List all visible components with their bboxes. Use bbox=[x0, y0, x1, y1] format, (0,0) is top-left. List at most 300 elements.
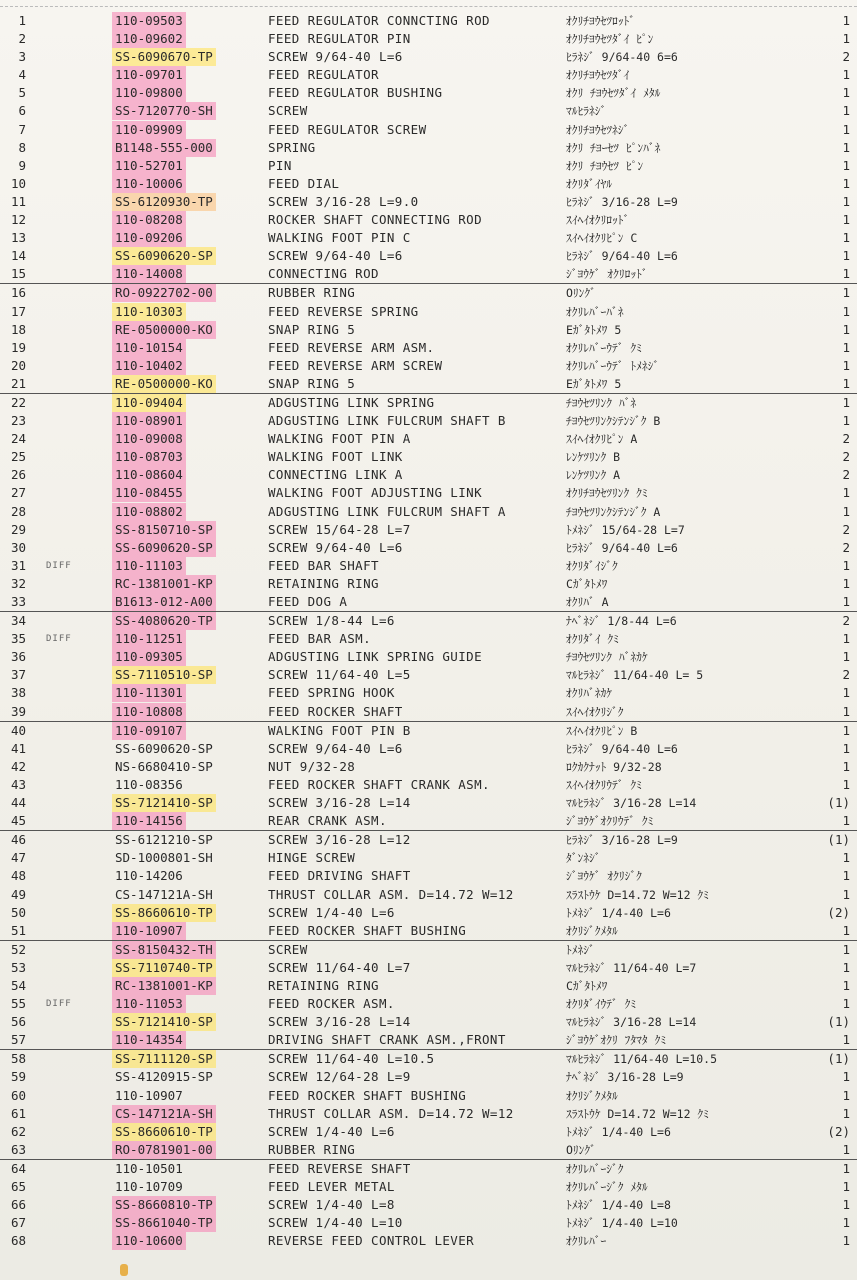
part-description: WALKING FOOT PIN C bbox=[268, 230, 411, 246]
part-description: SCREW 12/64-28 L=9 bbox=[268, 1069, 411, 1085]
table-row bbox=[0, 794, 857, 812]
quantity: (1) bbox=[827, 1051, 850, 1067]
part-description-katakana: ｼﾞﾖｳｹﾞ ｵｸﾘｼﾞｸ bbox=[566, 869, 642, 884]
item-number: 42 bbox=[10, 758, 26, 774]
part-description: REVERSE FEED CONTROL LEVER bbox=[268, 1233, 475, 1249]
item-number: 41 bbox=[10, 740, 26, 756]
table-row bbox=[0, 1178, 857, 1196]
part-description-katakana: ｵｸﾘﾚﾊﾞｰ bbox=[566, 1234, 607, 1249]
item-number: 64 bbox=[10, 1160, 26, 1176]
part-description-katakana: ﾁﾖｳｾﾂﾘﾝｸｼﾃﾝｼﾞｸ A bbox=[566, 504, 661, 519]
part-description-katakana: ﾏﾙﾋﾗﾈｼﾞ 11/64-40 L=10.5 bbox=[566, 1052, 718, 1067]
item-number: 38 bbox=[10, 685, 26, 701]
part-description-katakana: ｼﾞﾖｳｹﾞｵｸﾘｳﾃﾞ ｸﾐ bbox=[566, 814, 654, 829]
table-row bbox=[0, 831, 857, 849]
part-description: SCREW 1/4-40 L=10 bbox=[268, 1215, 403, 1231]
diff-note: DIFF bbox=[46, 560, 72, 571]
table-row bbox=[0, 1068, 857, 1086]
item-number: 28 bbox=[10, 503, 26, 519]
table-row bbox=[0, 430, 857, 448]
part-description-katakana: ｵｸﾘﾚﾊﾞｰﾊﾞﾈ bbox=[566, 304, 624, 319]
part-number: SS-8660810-TP bbox=[112, 1196, 216, 1214]
part-number: 110-08901 bbox=[112, 412, 186, 430]
item-number: 6 bbox=[18, 103, 26, 119]
part-number: CS-147121A-SH bbox=[112, 1105, 216, 1123]
part-description-katakana: ｵｸﾘｼﾞｸﾒﾀﾙ bbox=[566, 1088, 618, 1103]
part-description: FEED ROCKER SHAFT bbox=[268, 703, 403, 719]
item-number: 21 bbox=[10, 375, 26, 391]
part-description: SCREW 11/64-40 L=5 bbox=[268, 667, 411, 683]
part-description: WALKING FOOT PIN A bbox=[268, 431, 411, 447]
table-row bbox=[0, 484, 857, 502]
table-row bbox=[0, 1232, 857, 1250]
part-description: WALKING FOOT PIN B bbox=[268, 722, 411, 738]
table-row bbox=[0, 48, 857, 66]
part-description-katakana: ﾅﾍﾞﾈｼﾞ 1/8-44 L=6 bbox=[566, 614, 677, 629]
parts-table bbox=[0, 12, 857, 1250]
part-description-katakana: Eｶﾞﾀﾄﾒﾜ 5 bbox=[566, 376, 622, 391]
part-description-katakana: ｵｸﾘﾀﾞｲﾔﾙ bbox=[566, 176, 612, 191]
part-description-katakana: ﾄﾒﾈｼﾞ 1/4-40 L=6 bbox=[566, 1124, 671, 1139]
part-description: SCREW 9/64-40 L=6 bbox=[268, 248, 403, 264]
part-description-katakana: ﾁﾖｳｾﾂﾘﾝｸｼﾃﾝｼﾞｸ B bbox=[566, 414, 661, 429]
part-description-katakana: ｽｲﾍｲｵｸﾘﾋﾟﾝ C bbox=[566, 231, 638, 246]
part-description: FEED REVERSE SPRING bbox=[268, 303, 419, 319]
part-description-katakana: ｽｲﾍｲｵｸﾘｼﾞｸ bbox=[566, 704, 624, 719]
table-row bbox=[0, 684, 857, 702]
table-row bbox=[0, 375, 857, 394]
part-number: RE-0500000-KO bbox=[112, 321, 216, 339]
item-number: 45 bbox=[10, 813, 26, 829]
item-number: 46 bbox=[10, 832, 26, 848]
item-number: 39 bbox=[10, 703, 26, 719]
quantity: 1 bbox=[842, 175, 850, 191]
item-number: 12 bbox=[10, 212, 26, 228]
quantity: 1 bbox=[842, 248, 850, 264]
part-description: FEED ROCKER SHAFT BUSHING bbox=[268, 922, 467, 938]
table-row bbox=[0, 648, 857, 666]
part-number: 110-10154 bbox=[112, 339, 186, 357]
item-number: 14 bbox=[10, 248, 26, 264]
item-number: 13 bbox=[10, 230, 26, 246]
quantity: 1 bbox=[842, 121, 850, 137]
quantity: 1 bbox=[842, 375, 850, 391]
part-description-katakana: ｼﾞﾖｳｹﾞ ｵｸﾘﾛｯﾄﾞ bbox=[566, 267, 648, 282]
item-number: 29 bbox=[10, 521, 26, 537]
part-description-katakana: ﾋﾗﾈｼﾞ 3/16-28 L=9 bbox=[566, 833, 678, 848]
part-number: 110-10402 bbox=[112, 357, 186, 375]
part-description-katakana: Oﾘﾝｸﾞ bbox=[566, 1142, 596, 1157]
table-row bbox=[0, 1087, 857, 1105]
part-description-katakana: ｵｸﾘﾊﾞﾈｶｹ bbox=[566, 686, 612, 701]
table-row bbox=[0, 886, 857, 904]
part-description: FEED REGULATOR BUSHING bbox=[268, 85, 443, 101]
part-description-katakana: ｵｸﾘﾀﾞｲ ｸﾐ bbox=[566, 632, 619, 647]
part-description-katakana: ﾄﾒﾈｼﾞ 15/64-28 L=7 bbox=[566, 522, 685, 537]
part-description: ADGUSTING LINK SPRING GUIDE bbox=[268, 649, 482, 665]
part-description: FEED REGULATOR SCREW bbox=[268, 121, 427, 137]
table-row bbox=[0, 503, 857, 521]
item-number: 20 bbox=[10, 357, 26, 373]
part-description: SCREW 9/64-40 L=6 bbox=[268, 49, 403, 65]
item-number: 22 bbox=[10, 394, 26, 410]
item-number: 23 bbox=[10, 413, 26, 429]
part-number: 110-10808 bbox=[112, 703, 186, 721]
table-row bbox=[0, 284, 857, 302]
part-number: 110-09206 bbox=[112, 229, 186, 247]
part-description: THRUST COLLAR ASM. D=14.72 W=12 bbox=[268, 886, 514, 902]
part-description-katakana: ｵｸﾘﾁﾖｳｾﾂﾛｯﾄﾞ bbox=[566, 14, 635, 28]
part-description-katakana: ﾏﾙﾋﾗﾈｼﾞ 3/16-28 L=14 bbox=[566, 796, 697, 811]
table-row bbox=[0, 521, 857, 539]
table-row bbox=[0, 977, 857, 995]
table-row bbox=[0, 740, 857, 758]
part-description: SCREW bbox=[268, 941, 308, 957]
quantity: 2 bbox=[842, 467, 850, 483]
quantity: 1 bbox=[842, 1160, 850, 1176]
quantity: (2) bbox=[827, 1123, 850, 1139]
quantity: 1 bbox=[842, 868, 850, 884]
quantity: 1 bbox=[842, 67, 850, 83]
quantity: 1 bbox=[842, 776, 850, 792]
part-number: SS-6090670-TP bbox=[112, 48, 216, 66]
part-description: SCREW 15/64-28 L=7 bbox=[268, 521, 411, 537]
table-row bbox=[0, 121, 857, 139]
part-number: RO-0781901-00 bbox=[112, 1141, 216, 1159]
item-number: 3 bbox=[18, 49, 26, 65]
quantity: 1 bbox=[842, 1141, 850, 1157]
part-description: FEED ROCKER ASM. bbox=[268, 996, 395, 1012]
part-description: HINGE SCREW bbox=[268, 850, 356, 866]
part-number: SS-7110510-SP bbox=[112, 666, 216, 684]
part-description: ADGUSTING LINK FULCRUM SHAFT A bbox=[268, 503, 506, 519]
part-description-katakana: Oﾘﾝｸﾞ bbox=[566, 286, 596, 301]
table-row bbox=[0, 412, 857, 430]
part-number: NS-6680410-SP bbox=[115, 758, 213, 774]
table-row bbox=[0, 666, 857, 684]
part-description-katakana: ﾋﾗﾈｼﾞ 9/64-40 L=6 bbox=[566, 249, 678, 264]
part-description: SCREW 1/4-40 L=6 bbox=[268, 904, 395, 920]
quantity: 1 bbox=[842, 303, 850, 319]
quantity: (1) bbox=[827, 832, 850, 848]
part-number: RC-1381001-KP bbox=[112, 977, 216, 995]
table-row bbox=[0, 722, 857, 740]
item-number: 50 bbox=[10, 904, 26, 920]
item-number: 53 bbox=[10, 959, 26, 975]
part-description-katakana: ｵｸﾘﾁﾖｳｾﾂﾘﾝｸ ｸﾐ bbox=[566, 486, 648, 501]
quantity: 2 bbox=[842, 449, 850, 465]
table-row bbox=[0, 30, 857, 48]
quantity: 1 bbox=[842, 1179, 850, 1194]
part-description: CONNECTING LINK A bbox=[268, 467, 403, 483]
table-row bbox=[0, 321, 857, 339]
part-number: SS-8150710-SP bbox=[112, 521, 216, 539]
part-number: RC-1381001-KP bbox=[112, 575, 216, 593]
table-row bbox=[0, 1050, 857, 1068]
part-description-katakana: ｵｸﾘﾚﾊﾞｰｳﾃﾞ ﾄﾒﾈｼﾞ bbox=[566, 358, 660, 373]
table-row bbox=[0, 193, 857, 211]
quantity: 2 bbox=[842, 49, 850, 65]
part-number: SS-6090620-SP bbox=[112, 247, 216, 265]
part-description: SCREW 3/16-28 L=14 bbox=[268, 795, 411, 811]
part-number: 110-10303 bbox=[112, 303, 186, 321]
quantity: 1 bbox=[842, 1087, 850, 1103]
part-number: 110-11301 bbox=[112, 684, 186, 702]
quantity: 1 bbox=[842, 813, 850, 829]
item-number: 4 bbox=[18, 67, 26, 83]
part-description: FEED REGULATOR bbox=[268, 67, 379, 83]
part-number: 110-09008 bbox=[112, 430, 186, 448]
quantity: 1 bbox=[842, 1197, 850, 1213]
quantity: (1) bbox=[827, 795, 850, 811]
part-description: FEED LEVER METAL bbox=[268, 1179, 395, 1194]
part-number: 110-11053 bbox=[112, 995, 186, 1013]
part-description: FEED REGULATOR CONNCTING ROD bbox=[268, 13, 490, 28]
table-row bbox=[0, 593, 857, 612]
part-description-katakana: ｵｸﾘﾁﾖｳｾﾂﾀﾞｲ bbox=[566, 68, 630, 83]
part-description: SCREW bbox=[268, 103, 308, 119]
item-number: 49 bbox=[10, 886, 26, 902]
part-description: FEED DOG A bbox=[268, 594, 348, 609]
part-description-katakana: ｽｲﾍｲｵｸﾘﾛｯﾄﾞ bbox=[566, 213, 630, 228]
table-row bbox=[0, 959, 857, 977]
quantity: 1 bbox=[842, 740, 850, 756]
part-description-katakana: Eｶﾞﾀﾄﾒﾜ 5 bbox=[566, 322, 622, 337]
part-description-katakana: ｽﾗｽﾄｳｹ D=14.72 W=12 ｸﾐ bbox=[566, 1106, 709, 1121]
item-number: 34 bbox=[10, 613, 26, 629]
part-description-katakana: ﾏﾙﾋﾗﾈｼﾞ bbox=[566, 104, 607, 119]
part-number: B1613-012-A00 bbox=[112, 593, 216, 611]
part-description-katakana: ﾄﾒﾈｼﾞ 1/4-40 L=6 bbox=[566, 905, 671, 920]
quantity: (2) bbox=[827, 904, 850, 920]
item-number: 9 bbox=[18, 157, 26, 173]
item-number: 2 bbox=[18, 31, 26, 47]
part-description: SCREW 1/8-44 L=6 bbox=[268, 613, 395, 629]
quantity: 2 bbox=[842, 613, 850, 629]
part-description-katakana: ﾛｸｶｸﾅｯﾄ 9/32-28 bbox=[566, 759, 662, 774]
table-row bbox=[0, 849, 857, 867]
part-description: PIN bbox=[268, 157, 292, 173]
item-number: 54 bbox=[10, 977, 26, 993]
part-description-katakana: ｵｸﾘｼﾞｸﾒﾀﾙ bbox=[566, 923, 618, 938]
part-description-katakana: ﾅﾍﾞﾈｼﾞ 3/16-28 L=9 bbox=[566, 1070, 684, 1085]
item-number: 66 bbox=[10, 1197, 26, 1213]
item-number: 63 bbox=[10, 1141, 26, 1157]
table-row bbox=[0, 995, 857, 1013]
part-description-katakana: ｽｲﾍｲｵｸﾘｳﾃﾞ ｸﾐ bbox=[566, 777, 642, 792]
part-number: SS-8660610-TP bbox=[112, 1123, 216, 1141]
quantity: 1 bbox=[842, 575, 850, 591]
part-number: 110-09602 bbox=[112, 30, 186, 48]
part-number: SS-7120770-SH bbox=[112, 102, 216, 120]
table-row bbox=[0, 139, 857, 157]
part-number: 110-09701 bbox=[112, 66, 186, 84]
part-description: SPRING bbox=[268, 139, 316, 155]
quantity: 1 bbox=[842, 722, 850, 738]
item-number: 11 bbox=[10, 193, 26, 209]
part-number: 110-14206 bbox=[115, 868, 183, 884]
quantity: 2 bbox=[842, 539, 850, 555]
part-number: 110-09909 bbox=[112, 121, 186, 139]
part-description: SCREW 11/64-40 L=10.5 bbox=[268, 1051, 435, 1067]
part-description: FEED REVERSE SHAFT bbox=[268, 1160, 411, 1176]
quantity: 1 bbox=[842, 557, 850, 573]
table-row bbox=[0, 575, 857, 593]
quantity: 2 bbox=[842, 521, 850, 537]
part-number: 110-08356 bbox=[115, 776, 183, 792]
table-row bbox=[0, 1160, 857, 1178]
quantity: 1 bbox=[842, 850, 850, 866]
part-description-katakana: ﾚﾝｹﾂﾘﾝｸ B bbox=[566, 450, 621, 465]
part-description: RUBBER RING bbox=[268, 1141, 356, 1157]
part-number: 110-14156 bbox=[112, 812, 186, 830]
item-number: 36 bbox=[10, 649, 26, 665]
part-number: SS-6090620-SP bbox=[115, 740, 213, 756]
table-row bbox=[0, 102, 857, 120]
part-description: SCREW 3/16-28 L=9.0 bbox=[268, 193, 419, 209]
item-number: 16 bbox=[10, 285, 26, 301]
item-number: 7 bbox=[18, 121, 26, 137]
item-number: 15 bbox=[10, 266, 26, 282]
part-description-katakana: ｵｸﾘﾚﾊﾞｰｼﾞｸ ﾒﾀﾙ bbox=[566, 1180, 648, 1194]
part-number: 110-10006 bbox=[112, 175, 186, 193]
table-row bbox=[0, 904, 857, 922]
item-number: 68 bbox=[10, 1233, 26, 1249]
table-row bbox=[0, 1031, 857, 1050]
item-number: 57 bbox=[10, 1032, 26, 1048]
item-number: 31 bbox=[10, 557, 26, 573]
part-description-katakana: ｼﾞﾖｳｹﾞｵｸﾘ ﾌﾀﾏﾀ ｸﾐ bbox=[566, 1033, 667, 1048]
item-number: 62 bbox=[10, 1123, 26, 1139]
part-description: RETAINING RING bbox=[268, 977, 379, 993]
part-description-katakana: ｵｸﾘﾀﾞｲｼﾞｸ bbox=[566, 558, 618, 573]
item-number: 44 bbox=[10, 795, 26, 811]
quantity: 1 bbox=[842, 157, 850, 173]
part-description-katakana: ｵｸﾘ ﾁﾖｳｾﾂﾀﾞｲ ﾒﾀﾙ bbox=[566, 86, 661, 101]
part-description-katakana: ﾋﾗﾈｼﾞ 3/16-28 L=9 bbox=[566, 194, 678, 209]
table-row bbox=[0, 867, 857, 885]
table-row bbox=[0, 557, 857, 575]
part-number: 110-10501 bbox=[115, 1160, 183, 1176]
part-description-katakana: ﾀﾞﾝﾈｼﾞ bbox=[566, 851, 601, 866]
item-number: 30 bbox=[10, 539, 26, 555]
item-number: 37 bbox=[10, 667, 26, 683]
table-row bbox=[0, 157, 857, 175]
part-number: 110-09107 bbox=[112, 722, 186, 740]
item-number: 51 bbox=[10, 922, 26, 938]
quantity: 1 bbox=[842, 703, 850, 719]
part-description: FEED SPRING HOOK bbox=[268, 685, 395, 701]
table-row bbox=[0, 357, 857, 375]
part-number: 110-11251 bbox=[112, 630, 186, 648]
part-description-katakana: ｵｸﾘﾁﾖｳｾﾂﾈｼﾞ bbox=[566, 122, 630, 137]
top-dashed-rule bbox=[0, 6, 857, 7]
table-row bbox=[0, 394, 857, 412]
part-number: 110-52701 bbox=[112, 157, 186, 175]
table-row bbox=[0, 539, 857, 557]
quantity: 1 bbox=[842, 649, 850, 665]
quantity: 1 bbox=[842, 758, 850, 774]
part-description: FEED REGULATOR PIN bbox=[268, 31, 411, 47]
part-description: FEED DIAL bbox=[268, 175, 340, 191]
table-row bbox=[0, 229, 857, 247]
table-row bbox=[0, 1214, 857, 1232]
part-number: SS-8661040-TP bbox=[112, 1214, 216, 1232]
table-row bbox=[0, 1141, 857, 1160]
part-description-katakana: ﾄﾒﾈｼﾞ 1/4-40 L=8 bbox=[566, 1198, 671, 1213]
item-number: 5 bbox=[18, 85, 26, 101]
quantity: 1 bbox=[842, 103, 850, 119]
part-description-katakana: ｵｸﾘﾚﾊﾞｰｼﾞｸ bbox=[566, 1161, 624, 1176]
part-description: REAR CRANK ASM. bbox=[268, 813, 387, 829]
part-description: SCREW 1/4-40 L=8 bbox=[268, 1197, 395, 1213]
diff-note: DIFF bbox=[46, 634, 72, 645]
part-description-katakana: ﾏﾙﾋﾗﾈｼﾞ 11/64-40 L=7 bbox=[566, 960, 697, 975]
part-description: WALKING FOOT LINK bbox=[268, 449, 403, 465]
table-row bbox=[0, 776, 857, 794]
table-row bbox=[0, 448, 857, 466]
quantity: 1 bbox=[842, 631, 850, 647]
table-row bbox=[0, 247, 857, 265]
table-row bbox=[0, 84, 857, 102]
quantity: 1 bbox=[842, 1032, 850, 1048]
diff-note: DIFF bbox=[46, 999, 72, 1010]
part-number: SS-8660610-TP bbox=[112, 904, 216, 922]
item-number: 40 bbox=[10, 722, 26, 738]
item-number: 32 bbox=[10, 575, 26, 591]
quantity: 1 bbox=[842, 13, 850, 28]
part-number: 110-08703 bbox=[112, 448, 186, 466]
quantity: 1 bbox=[842, 339, 850, 355]
table-row bbox=[0, 612, 857, 630]
part-description-katakana: ﾏﾙﾋﾗﾈｼﾞ 11/64-40 L= 5 bbox=[566, 668, 704, 683]
item-number: 47 bbox=[10, 850, 26, 866]
part-description-katakana: ｵｸﾘ ﾁﾖｰｾﾂ ﾋﾟﾝﾊﾞﾈ bbox=[566, 140, 661, 155]
part-number: 110-09800 bbox=[112, 84, 186, 102]
part-description: ADGUSTING LINK SPRING bbox=[268, 394, 435, 410]
part-number: SS-7121410-SP bbox=[112, 1013, 216, 1031]
part-description-katakana: ﾄﾒﾈｼﾞ bbox=[566, 942, 595, 957]
part-description-katakana: ﾚﾝｹﾂﾘﾝｸ A bbox=[566, 468, 621, 483]
part-number: SS-7111120-SP bbox=[112, 1050, 216, 1068]
part-number: 110-08604 bbox=[112, 466, 186, 484]
part-number: 110-09404 bbox=[112, 394, 186, 412]
table-row bbox=[0, 339, 857, 357]
part-description-katakana: ﾁﾖｳｾﾂﾘﾝｸ ﾊﾞﾈ bbox=[566, 395, 637, 410]
part-description-katakana: ﾏﾙﾋﾗﾈｼﾞ 3/16-28 L=14 bbox=[566, 1015, 697, 1030]
item-number: 48 bbox=[10, 868, 26, 884]
quantity: 1 bbox=[842, 959, 850, 975]
part-number: RE-0500000-KO bbox=[112, 375, 216, 393]
part-description: CONNECTING ROD bbox=[268, 266, 379, 282]
quantity: 1 bbox=[842, 886, 850, 902]
part-number: SS-7110740-TP bbox=[112, 959, 216, 977]
part-description-katakana: ﾄﾒﾈｼﾞ 1/4-40 L=10 bbox=[566, 1216, 678, 1231]
item-number: 58 bbox=[10, 1051, 26, 1067]
part-description: DRIVING SHAFT CRANK ASM.,FRONT bbox=[268, 1032, 506, 1048]
item-number: 56 bbox=[10, 1014, 26, 1030]
table-row bbox=[0, 265, 857, 284]
quantity: 1 bbox=[842, 212, 850, 228]
item-number: 24 bbox=[10, 431, 26, 447]
quantity: 1 bbox=[842, 594, 850, 609]
part-description: SCREW 3/16-28 L=12 bbox=[268, 832, 411, 848]
item-number: 17 bbox=[10, 303, 26, 319]
part-description: FEED DRIVING SHAFT bbox=[268, 868, 411, 884]
item-number: 19 bbox=[10, 339, 26, 355]
quantity: 1 bbox=[842, 193, 850, 209]
part-description: RUBBER RING bbox=[268, 285, 356, 301]
